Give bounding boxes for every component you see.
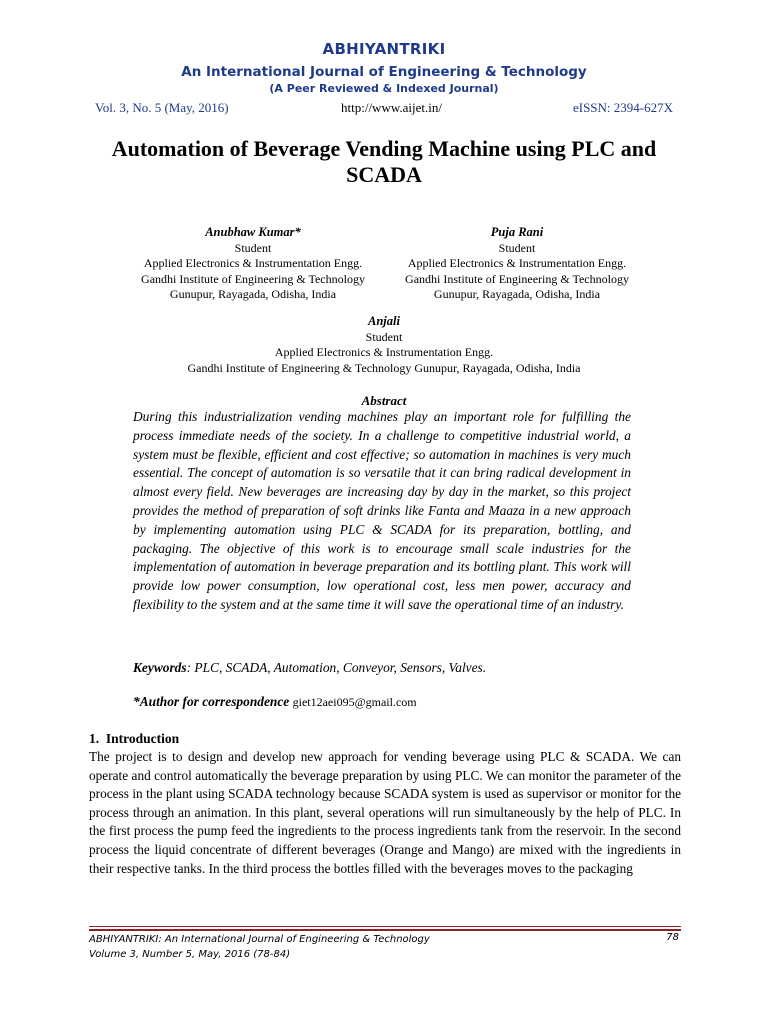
- author-block: [128, 225, 378, 303]
- author-role: Student: [234, 240, 272, 255]
- journal-url-link[interactable]: http://www.aijet.in/: [341, 100, 442, 115]
- author-block: [150, 314, 618, 376]
- author-institute: Gandhi Institute of Engineering & Technology: [405, 271, 629, 286]
- author-location: Gunupur, Rayagada, Odisha, India: [433, 287, 601, 301]
- volume-info: Vol. 3, No. 5 (May, 2016): [95, 100, 229, 115]
- abstract-heading: Abstract: [361, 393, 407, 408]
- abstract-text: During this industrialization vending machines play an important role for fulfilling the process immediate needs of the society. In a challenge to competitive industrial world, a system must be flexible, efficient and cost effective; so automation in machines is very much essential. The concept of automation is so versatile that it can bring radical development in almost every field. New beverages are increasing day by day in the market, so this project provides the method of preparation of soft drinks like Fanta and Maaza in a new approach by implementing automation using PLC & SCADA for its preparation, bottling, and packaging. The objective of this work is to encourage small scale industries for the implementation of automation in beverage preparation and its bottling plant. This work will provide low power consumption, low operational cost, less men power, accuracy and flexibility to the system and at the same time it will save the operational time of an industry.: [133, 409, 631, 612]
- author-institute: Gandhi Institute of Engineering & Technology: [141, 271, 365, 286]
- author-role: Student: [365, 329, 403, 344]
- keywords-text: : PLC, SCADA, Automation, Conveyor, Sensors, Valves.: [186, 660, 487, 675]
- author-name: Anjali: [368, 314, 400, 328]
- author-institute: Gandhi Institute of Engineering & Technology Gunupur, Rayagada, Odisha, India: [187, 360, 581, 375]
- author-location: Gunupur, Rayagada, Odisha, India: [169, 287, 337, 301]
- author-dept: Applied Electronics & Instrumentation Engg.: [407, 256, 627, 270]
- journal-name: ABHIYANTRIKI: [322, 40, 446, 58]
- correspondence-label: *Author for correspondence: [133, 694, 290, 709]
- peer-review-note: (A Peer Reviewed & Indexed Journal): [269, 82, 499, 95]
- issue-meta-row: [95, 100, 673, 116]
- eissn: eISSN: 2394-627X: [572, 100, 673, 115]
- introduction-text: The project is to design and develop new approach for vending beverage using PLC & SCADA. We can operate and control automatically the beverage preparation by using PLC. We can monitor the parameter of the process in the plant using SCADA technology because SCADA system is used as supervisor or monitor for the process through an animation. In this plant, several operations will run simultaneously by the help of PLC. In the first process the pump feed the ingredients to the process ingredients tank from the reservoir. In the second process the liquid concentrate of different beverages (Orange and Mango) are mixed with the ingredients in their respective tanks. In the third process the bottles filled with the beverages moves to the packaging: [89, 749, 681, 876]
- author-role: Student: [498, 240, 536, 255]
- footer-rule: [89, 926, 681, 927]
- footer-rule: [89, 929, 681, 931]
- keywords-label: Keywords: [133, 660, 187, 675]
- author-name: Puja Rani: [490, 225, 544, 239]
- author-name: Anubhaw Kumar*: [205, 225, 301, 239]
- author-dept: Applied Electronics & Instrumentation Engg.: [143, 256, 363, 270]
- footer-journal: ABHIYANTRIKI: An International Journal of Engineering & Technology: [89, 934, 430, 945]
- correspondence-line: [133, 694, 653, 710]
- page-number: 78: [666, 932, 679, 943]
- footer-citation: [89, 932, 569, 962]
- keywords-line: [133, 660, 653, 676]
- author-block: [392, 225, 642, 303]
- journal-subtitle: An International Journal of Engineering & Technology: [181, 64, 587, 80]
- section-heading-introduction: 1. Introduction: [89, 731, 180, 746]
- author-dept: Applied Electronics & Instrumentation Engg.: [274, 345, 494, 359]
- footer-volume: Volume 3, Number 5, May, 2016 (78-84): [89, 949, 291, 960]
- paper-title: Automation of Beverage Vending Machine using PLC and SCADA: [111, 136, 657, 187]
- correspondence-email[interactable]: giet12aei095@gmail.com: [292, 695, 417, 709]
